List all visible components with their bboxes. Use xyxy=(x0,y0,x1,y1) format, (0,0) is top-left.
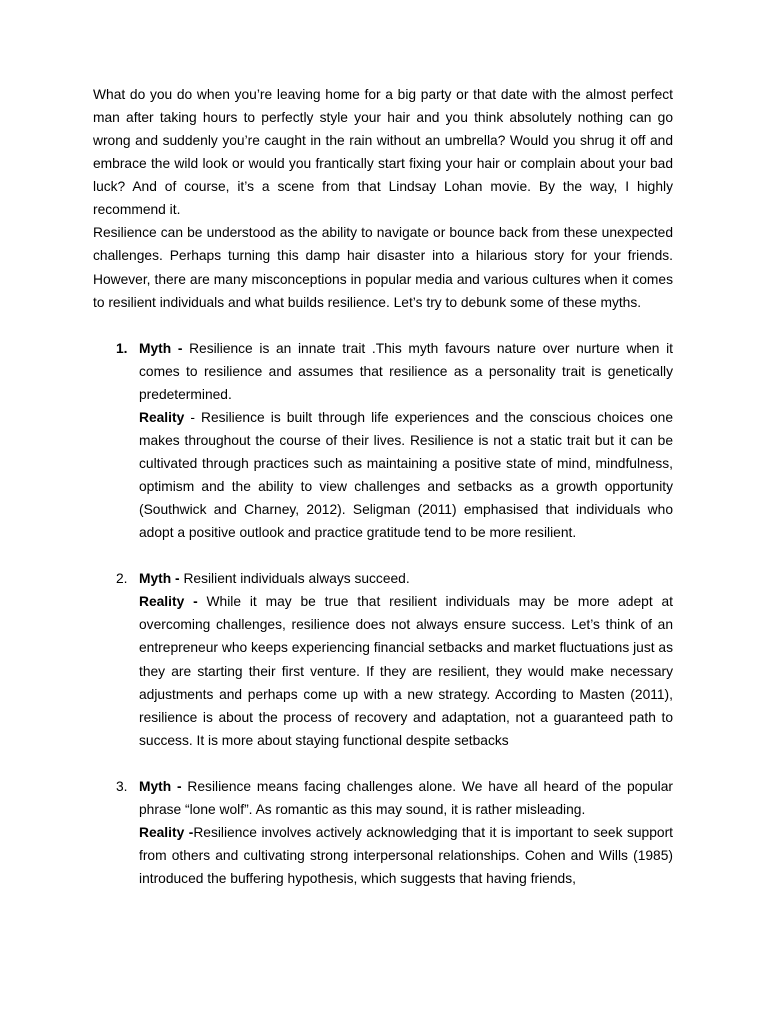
reality-label: Reality - xyxy=(139,824,194,840)
definition-paragraph: Resilience can be understood as the ability to navigate or bounce back from these unexpected challenges. Perhaps turning this damp hair disaster into a hilarious story for your friends. However, there are many misconceptions in popular media and various cultures when it comes to resilient individuals and what builds resilience. Let’s try to debunk some of these myths. xyxy=(93,225,673,310)
myth-statement xyxy=(139,567,673,590)
myth-label: Myth - xyxy=(139,340,183,356)
myth-statement xyxy=(139,775,673,821)
reality-text: While it may be true that resilient individuals may be more adept at overcoming challenges, resilience does not always ensure success. Let’s think of an entrepreneur who keeps experiencing financial setbacks and market fluctuations just as they are starting their first venture. If they are resilient, they would make necessary adjustments and perhaps come up with a new strategy. According to Masten (2011), resilience is about the process of recovery and adaptation, not a guaranteed path to success. It is more about staying functional despite setbacks xyxy=(139,594,673,748)
myth-item-1 xyxy=(116,337,673,545)
myth-label: Myth - xyxy=(139,571,180,587)
item-body xyxy=(139,337,673,545)
reality-statement xyxy=(139,821,673,890)
myth-item-2 xyxy=(116,567,673,752)
intro-paragraph: What do you do when you’re leaving home for a big party or that date with the almost perfect man after taking hours to perfectly style your hair and you think absolutely nothing can go wrong and suddenly you’re caught in the rain without an umbrella? Would you shrug it off and embrace the wild look or would you frantically start fixing your hair or complain about your bad luck? And of course, it’s a scene from that Lindsay Lohan movie. By the way, I highly recommend it. xyxy=(93,87,673,218)
myth-label: Myth - xyxy=(139,778,182,794)
myth-statement xyxy=(139,337,673,406)
reality-statement xyxy=(139,590,673,751)
item-body xyxy=(139,775,673,890)
reality-label: Reality xyxy=(139,409,185,425)
reality-statement xyxy=(139,406,673,544)
myth-item-3 xyxy=(116,775,673,890)
item-number: 2. xyxy=(116,571,128,587)
myth-text: Resilience means facing challenges alone. We have all heard of the popular phrase “lone wolf”. As romantic as this may sound, it is rather misleading. xyxy=(139,778,673,817)
reality-text: Resilience involves actively acknowledging that it is important to seek support from others and cultivating strong interpersonal relationships. Cohen and Wills (1985) introduced the buffering hypothesis, which suggests that having friends, xyxy=(139,824,673,887)
item-body xyxy=(139,567,673,752)
myth-text: Resilient individuals always succeed. xyxy=(179,571,410,587)
myth-list xyxy=(116,337,673,890)
myth-text: Resilience is an innate trait .This myth favours nature over nurture when it comes to resilience and assumes that resilience as a personality trait is genetically predetermined. xyxy=(139,340,673,402)
reality-label: Reality - xyxy=(139,594,198,610)
item-number: 1. xyxy=(116,340,128,356)
item-number: 3. xyxy=(116,778,128,794)
reality-text: - Resilience is built through life experiences and the conscious choices one makes throughout the course of their lives. Resilience is not a static trait but it can be cultivated through practices such as maintaining a positive state of mind, mindfulness, optimism and the ability to view challenges and setbacks as a growth opportunity (Southwick and Charney, 2012). Seligman (2011) emphasised that individuals who adopt a positive outlook and practice gratitude tend to be more resilient. xyxy=(139,409,673,541)
